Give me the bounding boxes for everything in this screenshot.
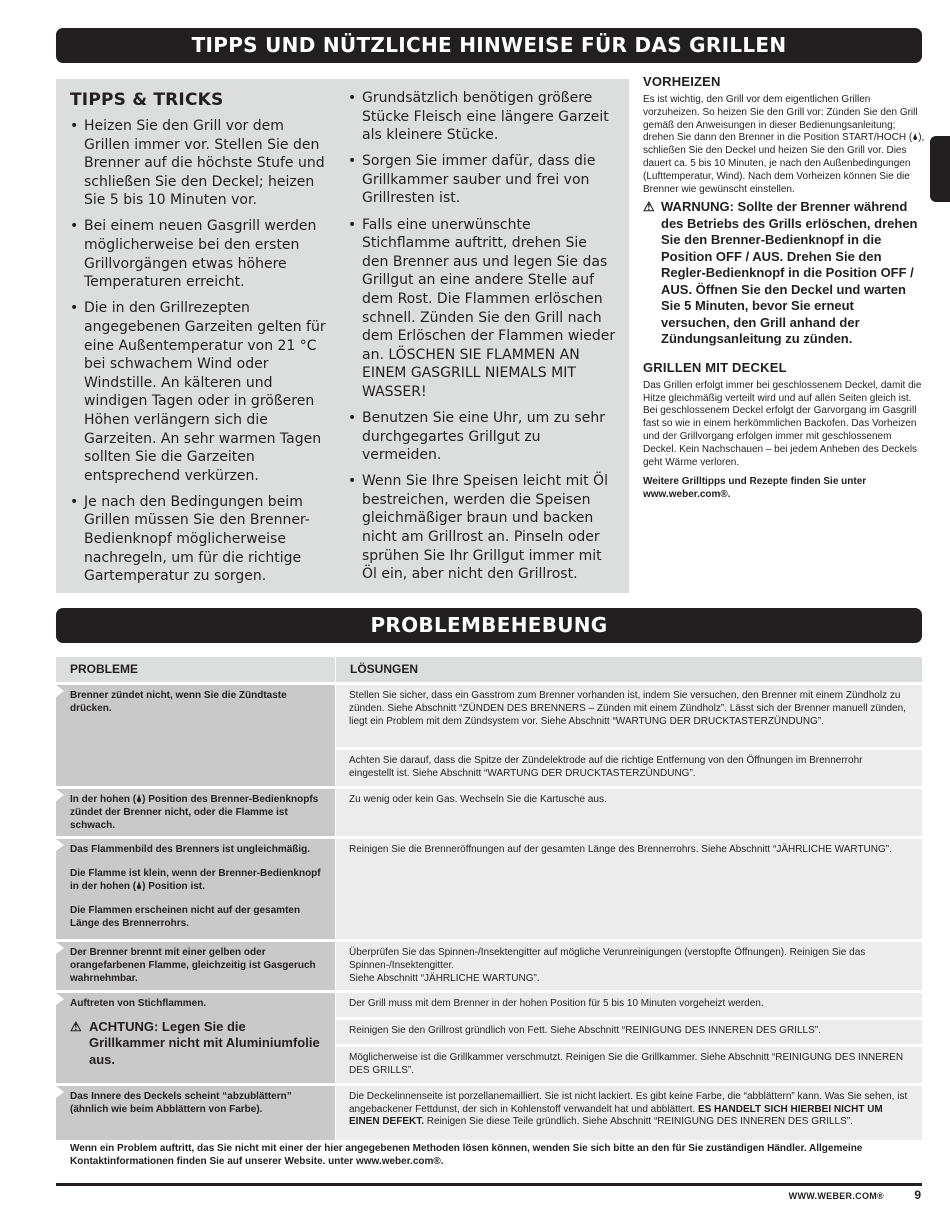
bullet-icon: • bbox=[70, 493, 79, 510]
table-row bbox=[56, 836, 922, 939]
bullet-icon: • bbox=[348, 473, 357, 490]
solution-cell: Reinigen Sie die Brenneröffnungen auf der gesamten Länge des Brennerrohrs. Siehe Abschnitt “JÄHRLICHE WARTUNG”. bbox=[335, 836, 922, 939]
problem-text: Die Flammen erscheinen nicht auf der gesamten Länge des Brennerrohrs. bbox=[70, 904, 301, 929]
bullet-icon: • bbox=[70, 300, 79, 317]
warning-text: WARNUNG: Sollte der Brenner während des Betriebs des Grills erlöschen, drehen Sie den Brenner-Bedienknopf in die Position OFF / AUS. Drehen Sie den Regler-Bedienknopf in die Position OFF / AUS. Öffnen Sie den Deckel und warten Sie 5 Minuten, bevor Sie erneut versuchen, den Grill anhand der Zündungsanleitung zu zünden. bbox=[661, 199, 918, 347]
caution-block bbox=[70, 1019, 325, 1069]
troubleshooting-footnote: Wenn ein Problem auftritt, das Sie nicht mit einer der hier angegebenen Methoden lösen können, wenden Sie sich bitte an den für Sie zuständigen Händler. Allgemeine Kontaktinformationen finden Sie auf unserer Website. unter www.weber.com®. bbox=[56, 1140, 922, 1172]
tip-item: • Wenn Sie Ihre Speisen leicht mit Öl bestreichen, werden die Speisen gleichmäßiger braun und backen nicht am Grillrost an. Pinseln oder sprühen Sie Ihr Grillgut immer mit Öl ein, aber nicht den Grillrost. bbox=[348, 473, 608, 583]
solution-cell: Möglicherweise ist die Grillkammer verschmutzt. Reinigen Sie die Grillkammer. Siehe Abschnitt “REINIGUNG DES INNEREN DES GRILLS”. bbox=[335, 1044, 922, 1083]
more-tips-link-text: Weitere Grilltipps und Rezepte finden Sie unter www.weber.com®. bbox=[643, 476, 867, 501]
footer-url: WWW.WEBER.COM® bbox=[788, 1191, 884, 1201]
problem-cell: Das Innere des Deckels scheint “abzublättern” (ähnlich wie beim Abblättern von Farbe). bbox=[56, 1083, 335, 1144]
tip-item: • Die in den Grillrezepten angegebenen Garzeiten gelten für eine Außentemperatur von 21 °C bei schwachem Wind oder Windstille. An kälteren und windigen Tagen oder in größeren Höhen verlängern sich die Garzeiten. An sehr warmen Tagen sollten Sie die Garzeiten entsprechend verkürzen. bbox=[70, 300, 326, 484]
problem-text: Auftreten von Stichflammen. bbox=[70, 997, 207, 1009]
problem-cell: Der Brenner brennt mit einer gelben oder orangefarbenen Flamme, gleichzeitig ist Gasgeruch wahrnehmbar. bbox=[56, 939, 335, 989]
solution-cell: Überprüfen Sie das Spinnen-/Insektengitter auf mögliche Verunreinigungen (verstopfte Öffnungen). Reinigen Sie das Spinnen-/Insektengitter. Siehe Abschnitt “JÄHRLICHE WARTUNG”. bbox=[335, 939, 922, 989]
solution-cell: Stellen Sie sicher, dass ein Gasstrom zum Brenner vorhanden ist, indem Sie versuchen, den Brenner mit einem Zündholz zu zünden. Siehe Abschnitt “ZÜNDEN DES BRENNERS – Zünden mit einem Zündholz”. Lässt sich der Brenner manuell zünden, liegt ein Problem mit dem Zündsystem vor. Siehe Abschnitt “WARTUNG DER DRUCKTASTERZÜNDUNG”. bbox=[335, 682, 922, 747]
solution-cell: Reinigen Sie den Grillrost gründlich von Fett. Siehe Abschnitt “REINIGUNG DES INNEREN DES GRILLS”. bbox=[335, 1017, 922, 1044]
tip-item: • Sorgen Sie immer dafür, dass die Grillkammer sauber und frei von Grillresten ist. bbox=[348, 153, 596, 207]
bullet-icon: • bbox=[70, 118, 79, 134]
footer-rule bbox=[56, 1183, 922, 1186]
bullet-icon: • bbox=[348, 216, 357, 233]
caution-text: ACHTUNG: Legen Sie die Grillkammer nicht mit Aluminiumfolie aus. bbox=[89, 1018, 320, 1067]
tip-item: • Bei einem neuen Gasgrill werden möglicherweise bei den ersten Grillvorgängen etwas höhere Temperaturen erreicht. bbox=[70, 218, 317, 291]
solution-cell: Die Deckelinnenseite ist porzellanemailliert. Sie ist nicht lackiert. Es gibt keine Farbe, die “abblättern” kann. Was Sie sehen, ist angebackener Fettdunst, der sich in Kohlenstoff verwandelt hat und abblättert. ES HANDELT SICH HIERBEI NICHT UM EINEN DEFEKT. Reinigen Sie diese Teile gründlich. Siehe Abschnitt “REINIGUNG DES INNEREN DES GRILLS”. bbox=[335, 1083, 922, 1144]
tip-item: • Je nach den Bedingungen beim Grillen müssen Sie den Brenner-Bedienknopf möglicherweise nachregeln, um für die richtige Gartemperatur zu sorgen. bbox=[70, 493, 310, 585]
deckel-text: Das Grillen erfolgt immer bei geschlossenem Deckel, damit die Hitze gleichmäßig verteilt wird und auf allen Seiten gleich ist. Bei geschlossenem Deckel erfolgt der Garvorgang im Gasgrill fast so wie in einem herkömmlichen Backofen. Das Vorheizen und der Grillvorgang erfolgen immer mit geschlossenem Deckel. Kein Nachschauen – bei jedem Anheben des Deckels geht Wärme verloren. bbox=[643, 379, 922, 468]
tip-item: • Falls eine unerwünschte Stichflamme auftritt, drehen Sie den Brenner aus und legen Sie das Grillgut an eine andere Stelle auf dem Rost. Die Flammen erlöschen schnell. Zünden Sie den Grill nach dem Erlöschen der Flammen wieder an. LÖSCHEN SIE FLAMMEN AN EINEM GASGRILL NIEMALS MIT WASSER! bbox=[348, 216, 616, 400]
problem-cell bbox=[56, 836, 335, 939]
table-row bbox=[56, 990, 922, 1017]
bullet-icon: • bbox=[70, 218, 79, 235]
tips-list-right bbox=[348, 89, 616, 591]
table-row bbox=[56, 682, 922, 747]
tip-item: • Benutzen Sie eine Uhr, um zu sehr durchgegartes Grillgut zu vermeiden. bbox=[348, 410, 605, 464]
warning-triangle-icon: ⚠ bbox=[643, 199, 655, 215]
problem-cell: Brenner zündet nicht, wenn Sie die Zündtaste drücken. bbox=[56, 682, 335, 786]
vorheizen-heading: VORHEIZEN bbox=[643, 74, 721, 89]
problem-text: Das Flammenbild des Brenners ist ungleichmäßig. bbox=[70, 844, 311, 856]
table-row bbox=[56, 939, 922, 989]
tips-panel bbox=[56, 79, 629, 593]
warning-block bbox=[643, 199, 925, 348]
page-number: 9 bbox=[914, 1188, 921, 1202]
tips-heading: TIPPS & TRICKS bbox=[70, 90, 224, 110]
vorheizen-text: Es ist wichtig, den Grill vor dem eigentlichen Grillen vorzuheizen. So heizen Sie den Grill vor: Zünden Sie den Grill gemäß den Anweisungen in dieser Bedienungsanleitung; drehen Sie dann den Brenner in die Position START/HOCH (🌢), schließen Sie den Deckel und heizen Sie den Grill vor. Dies dauert ca. 5 bis 10 Minuten, je nach den Außenbedingungen (Lufttemperatur, Wind). Nach dem Vorheizen können Sie die Brenner wie gewünscht einstellen. bbox=[643, 94, 925, 195]
column-header-solutions: LÖSUNGEN bbox=[335, 657, 922, 682]
bullet-icon: • bbox=[348, 90, 357, 106]
problem-text: Die Flamme ist klein, wenn der Brenner-Bedienknopf in der hohen (🌢) Position ist. bbox=[70, 868, 321, 892]
table-row bbox=[56, 786, 922, 836]
section-banner-problems: PROBLEMBEHEBUNG bbox=[56, 608, 922, 643]
bullet-icon: • bbox=[348, 153, 357, 170]
problem-cell: In der hohen (🌢) Position des Brenner-Bedienknopfs zündet der Brenner nicht, oder die Flamme ist schwach. bbox=[56, 786, 335, 836]
solution-cell: Der Grill muss mit dem Brenner in der hohen Position für 5 bis 10 Minuten vorgeheizt werden. bbox=[335, 990, 922, 1017]
section-banner-tips: TIPPS UND NÜTZLICHE HINWEISE FÜR DAS GRILLEN bbox=[56, 28, 922, 63]
column-header-problems: PROBLEME bbox=[56, 657, 335, 682]
table-row bbox=[56, 1083, 922, 1144]
tips-list-left bbox=[70, 117, 332, 593]
table-header-row bbox=[56, 657, 922, 682]
solution-cell: Zu wenig oder kein Gas. Wechseln Sie die Kartusche aus. bbox=[335, 786, 922, 836]
tip-item: • Heizen Sie den Grill vor dem Grillen immer vor. Stellen Sie den Brenner auf die höchste Stufe und schließen Sie den Deckel; heizen Sie 5 bis 10 Minuten vor. bbox=[70, 118, 325, 209]
troubleshooting-table bbox=[56, 657, 922, 1144]
tip-item: • Grundsätzlich benötigen größere Stücke Fleisch eine längere Garzeit als kleinere Stücke. bbox=[348, 90, 609, 144]
right-column bbox=[643, 74, 925, 502]
bullet-icon: • bbox=[348, 410, 357, 426]
problem-cell bbox=[56, 990, 335, 1083]
warning-triangle-icon: ⚠ bbox=[70, 1018, 82, 1034]
deckel-heading: GRILLEN MIT DECKEL bbox=[643, 359, 787, 375]
solution-cell: Achten Sie darauf, dass die Spitze der Zündelektrode auf die richtige Entfernung von den Öffnungen im Brennerrohr eingestellt ist. Siehe Abschnitt “WARTUNG DER DRUCKTASTERZÜNDUNG”. bbox=[335, 747, 922, 786]
page-edge-tab bbox=[930, 136, 950, 202]
